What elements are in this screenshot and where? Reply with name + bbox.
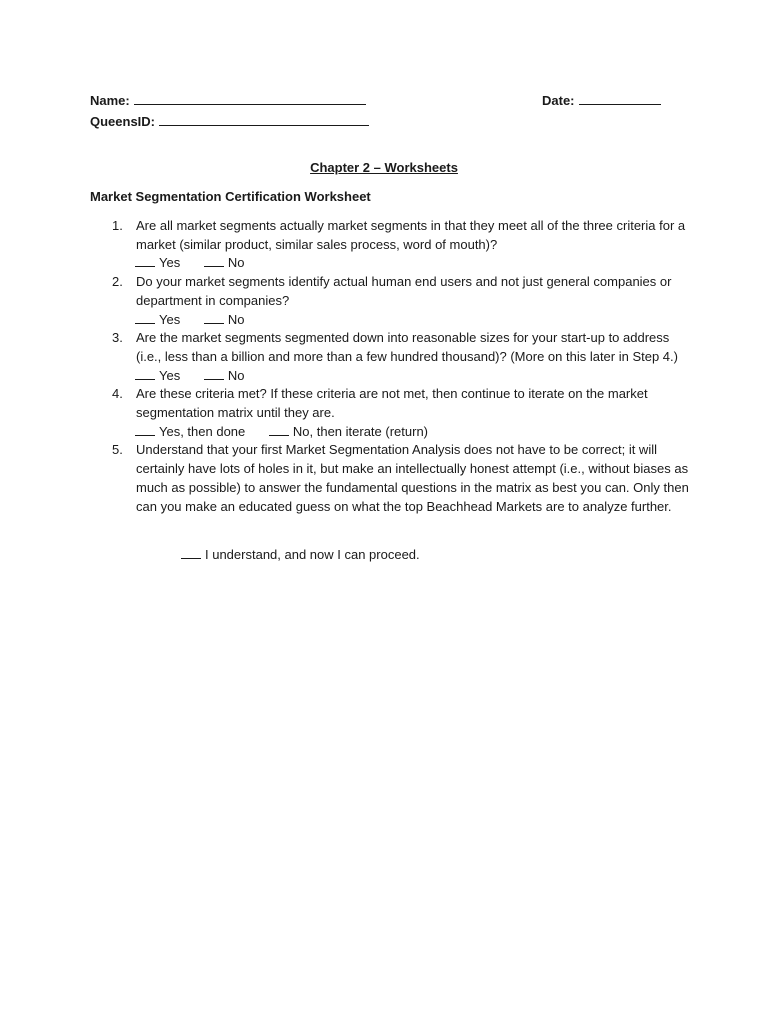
name-blank-line[interactable] — [134, 92, 366, 105]
queensid-blank-line[interactable] — [159, 113, 369, 126]
answer-blank[interactable] — [135, 254, 155, 267]
question-number: 5. — [112, 442, 123, 458]
answer-option — [135, 367, 180, 386]
question-number: 3. — [112, 330, 123, 346]
date-field — [542, 92, 661, 110]
answer-option — [135, 254, 180, 273]
question-3-answers — [90, 367, 690, 386]
question-list — [90, 217, 690, 516]
answer-blank[interactable] — [135, 367, 155, 380]
name-label: Name: — [90, 93, 130, 108]
answer-option — [135, 311, 180, 330]
question-4 — [90, 385, 690, 422]
question-number: 1. — [112, 218, 123, 233]
question-2-answers — [90, 311, 690, 330]
answer-option — [204, 254, 245, 273]
answer-label: No — [227, 255, 245, 271]
answer-option — [269, 423, 428, 442]
answer-blank[interactable] — [204, 367, 224, 380]
answer-label: Yes — [159, 367, 181, 383]
question-text: Do your market segments identify actual human end users and not just general companies or department in companies? — [136, 274, 672, 308]
question-text: Are the market segments segmented down into reasonable sizes for your start-up to address (i.e., less than a billion and more than a few hundred thousand)? (More on this later in Step 4.) — [136, 330, 678, 364]
confirmation-blank[interactable] — [181, 546, 201, 559]
question-2 — [90, 273, 690, 310]
answer-blank[interactable] — [204, 254, 224, 267]
question-3 — [90, 329, 690, 366]
answer-blank[interactable] — [135, 423, 155, 436]
question-number: 4. — [112, 386, 123, 402]
answer-label: No, then iterate (return) — [292, 423, 429, 439]
date-label: Date: — [542, 93, 575, 108]
answer-option — [204, 367, 245, 386]
question-1-answers — [90, 254, 690, 273]
answer-option — [204, 311, 245, 330]
chapter-title: Chapter 2 – Worksheets — [310, 160, 458, 175]
queensid-field — [90, 113, 369, 131]
question-number: 2. — [112, 274, 123, 290]
answer-label: Yes — [159, 255, 181, 271]
question-text: Are these criteria met? If these criteria are not met, then continue to iterate on the market segmentation matrix until they are. — [136, 386, 648, 421]
question-text: Are all market segments actually market segments in that they meet all of the three criteria for a market (similar product, similar sales process, word of mouth)? — [136, 218, 686, 252]
queensid-label: QueensID: — [90, 114, 156, 129]
final-confirmation — [181, 546, 420, 564]
question-1 — [90, 217, 690, 254]
answer-label: No — [227, 367, 245, 383]
answer-blank[interactable] — [204, 311, 224, 324]
section-title: Market Segmentation Certification Worksheet — [90, 189, 371, 204]
question-4-answers — [90, 423, 690, 442]
name-field — [90, 92, 366, 110]
confirmation-label: I understand, and now I can proceed. — [205, 547, 420, 562]
question-text: Understand that your first Market Segmentation Analysis does not have to be correct; it will certainly have lots of holes in it, but make an intellectually honest attempt (i.e., without biases as much as possible) to answer the fundamental questions in the matrix as best you can. Only then can you make an educated guess on what the top Beachhead Markets are to analyze further. — [136, 442, 689, 514]
answer-option — [135, 423, 245, 442]
answer-label: Yes — [159, 311, 181, 327]
date-blank-line[interactable] — [579, 92, 661, 105]
question-5 — [90, 441, 690, 516]
answer-blank[interactable] — [269, 423, 289, 436]
answer-label: Yes, then done — [159, 423, 246, 439]
answer-blank[interactable] — [135, 311, 155, 324]
answer-label: No — [227, 311, 245, 327]
